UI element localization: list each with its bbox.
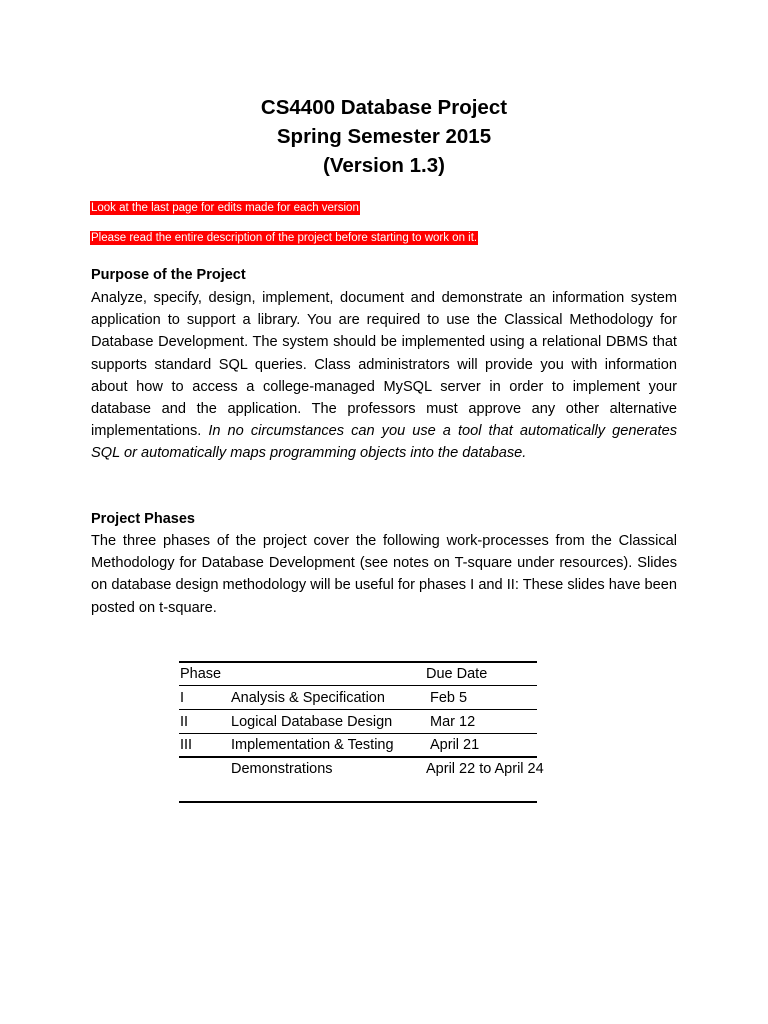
row-phase-name: Analysis & Specification bbox=[231, 690, 385, 706]
table-row-rule bbox=[179, 756, 537, 758]
notice-read-description: Please read the entire description of the project before starting to work on it. bbox=[91, 232, 478, 244]
purpose-paragraph bbox=[91, 287, 677, 465]
phases-paragraph: The three phases of the project cover the following work-processes from the Classical Methodology for Database Development (see notes on T-square under resources). Slides on database design methodology will be useful for phases I and II: These slides have been posted on t-square. bbox=[91, 533, 677, 616]
row-phase-name: Logical Database Design bbox=[231, 714, 393, 730]
table-bottom-rule bbox=[179, 801, 537, 803]
purpose-italic-text: In no circumstances can you use a tool that automatically generates SQL or automatically maps programming objects into the database. bbox=[91, 423, 677, 462]
table-row-rule bbox=[179, 733, 537, 734]
row-phase-name: Implementation & Testing bbox=[231, 737, 394, 753]
row-phase-number: II bbox=[180, 714, 189, 730]
purpose-body-text: Analyze, specify, design, implement, document and demonstrate an information system application to support a library. You are required to use the Classical Methodology for Database Development. The system should be implemented using a relational DBMS that supports standard SQL queries. Class administrators will provide you with information about how to access a college-managed MySQL server in order to implement your database and the application. The professors must approve any other alternative implementations. bbox=[91, 290, 677, 440]
table-header-due-date: Due Date bbox=[426, 666, 488, 682]
document-title-semester: Spring Semester 2015 bbox=[276, 125, 492, 148]
row-due-date: Mar 12 bbox=[430, 714, 476, 730]
row-due-date: April 22 to April 24 bbox=[426, 761, 544, 777]
table-row-rule bbox=[179, 709, 537, 710]
notice-edits: Look at the last page for edits made for each version bbox=[91, 202, 359, 214]
purpose-heading: Purpose of the Project bbox=[91, 267, 246, 283]
row-phase-number: I bbox=[180, 690, 185, 706]
table-top-rule bbox=[179, 661, 537, 663]
row-due-date: April 21 bbox=[430, 737, 480, 753]
row-phase-number: III bbox=[180, 737, 193, 753]
phases-heading: Project Phases bbox=[91, 511, 195, 527]
document-title-version: (Version 1.3) bbox=[323, 154, 445, 177]
document-title-course: CS4400 Database Project bbox=[260, 96, 508, 119]
row-phase-name: Demonstrations bbox=[231, 761, 333, 777]
row-due-date: Feb 5 bbox=[430, 690, 468, 706]
table-header-rule bbox=[179, 685, 537, 686]
table-header-phase: Phase bbox=[180, 666, 222, 682]
